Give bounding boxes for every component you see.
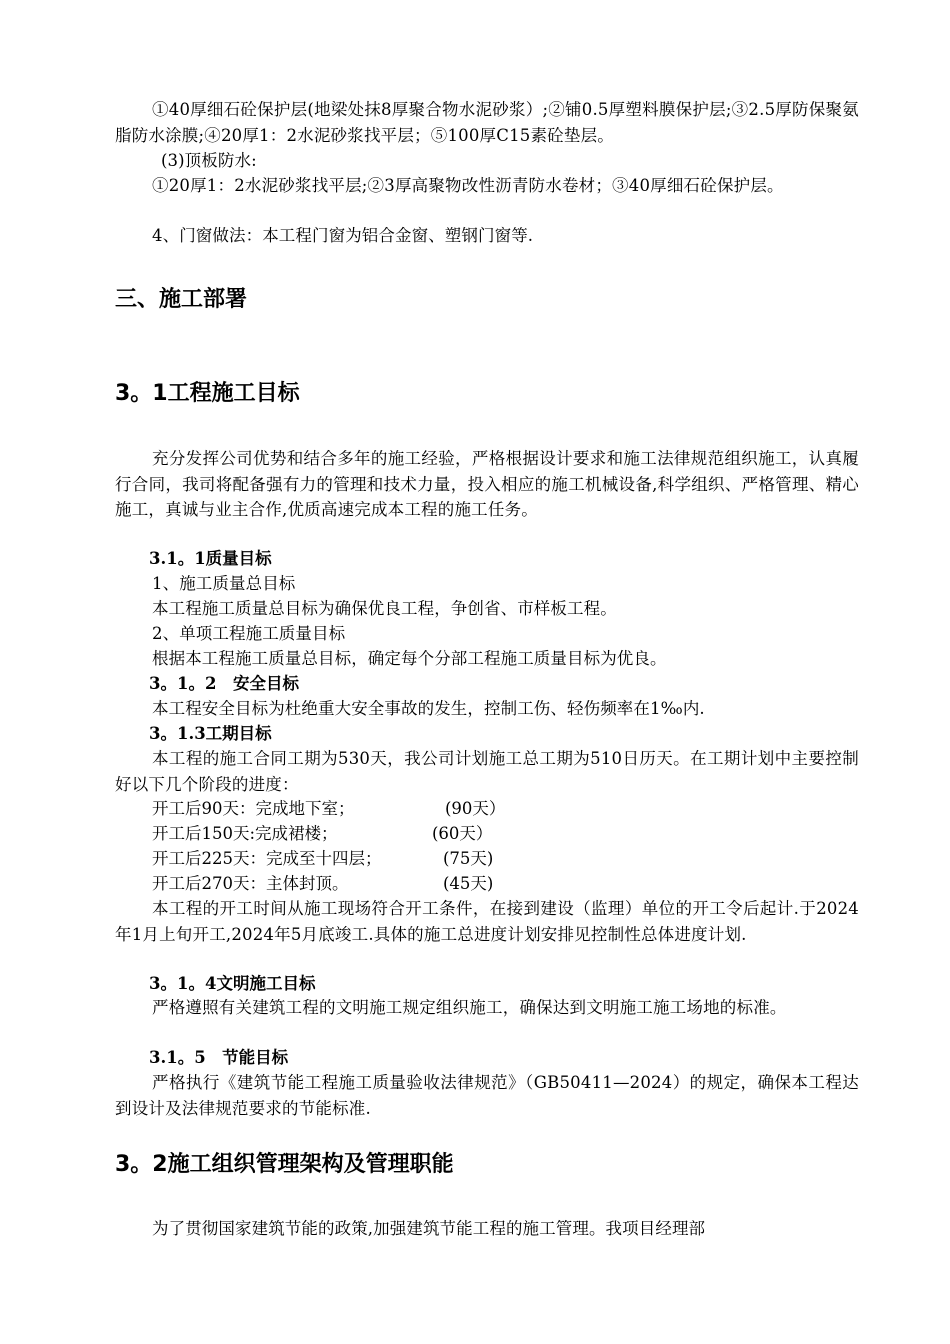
energy-saving-text: 严格执行《建筑节能工程施工质量验收法律规范》（GB50411—2024）的规定，确保本工程达到设计及法律规范要求的节能标准. <box>115 1073 859 1118</box>
schedule-days: (45天) <box>443 874 494 893</box>
quality-item-1: 1、施工质量总目标 <box>152 574 296 593</box>
paragraph-basement-floor-layers: ①40厚细石砼保护层(地梁处抹8厚聚合物水泥砂浆）;②铺0.5厚塑料膜保护层;③2.5厚防保聚氨脂防水涂膜;④20厚1：2水泥砂浆找平层；⑤100厚C15素砼垫层。 <box>115 100 859 145</box>
safety-target-text: 本工程安全目标为杜绝重大安全事故的发生，控制工伤、轻伤频率在1‰内. <box>152 699 705 718</box>
civilized-construction-text: 严格遵照有关建筑工程的文明施工规定组织施工，确保达到文明施工施工场地的标准。 <box>152 998 787 1017</box>
quality-item-1-text: 本工程施工质量总目标为确保优良工程，争创省、市样板工程。 <box>152 599 617 618</box>
section-3-1-4-heading: 3。1。4文明施工目标 <box>149 974 316 993</box>
section-3-2-heading: 3。2施工组织管理架构及管理职能 <box>115 1152 454 1177</box>
paragraph-doors-windows: 4、门窗做法：本工程门窗为铝合金窗、塑钢门窗等. <box>152 226 534 245</box>
schedule-days: (60天） <box>432 824 493 843</box>
paragraph-roof-layers: ①20厚1：2水泥砂浆找平层;②3厚高聚物改性沥青防水卷材；③40厚细石砼保护层。 <box>152 176 784 195</box>
section-3-1-5-heading: 3.1。5 节能目标 <box>149 1048 289 1067</box>
section-3-1-1-heading: 3.1。1质量目标 <box>149 549 272 568</box>
schedule-stage: 开工后225天：完成至十四层； <box>152 849 382 868</box>
section-3-2-text: 为了贯彻国家建筑节能的政策,加强建筑节能工程的施工管理。我项目经理部 <box>152 1219 706 1238</box>
section-3-1-intro: 充分发挥公司优势和结合多年的施工经验，严格根据设计要求和施工法律规范组织施工，认真履行合同，我司将配备强有力的管理和技术力量，投入相应的施工机械设备,科学组织、严格管理、精心施工，真诚与业主合作,优质高速完成本工程的施工任务。 <box>115 449 859 519</box>
section-3-1-2-heading: 3。1。2 安全目标 <box>149 674 299 693</box>
schedule-days: (75天) <box>443 849 494 868</box>
schedule-stage: 开工后270天：主体封顶。 <box>152 874 349 893</box>
quality-item-2-text: 根据本工程施工质量总目标，确定每个分部工程施工质量目标为优良。 <box>152 649 667 668</box>
schedule-stage: 开工后150天:完成裙楼； <box>152 824 338 843</box>
section-3-1-3-heading: 3。1.3工期目标 <box>149 724 272 743</box>
quality-item-2: 2、单项工程施工质量目标 <box>152 624 346 643</box>
section-3-1-heading: 3。1工程施工目标 <box>115 381 300 406</box>
start-date-text: 本工程的开工时间从施工现场符合开工条件，在接到建设（监理）单位的开工令后起计.于2024年1月上旬开工,2024年5月底竣工.具体的施工总进度计划安排见控制性总体进度计划. <box>115 899 859 944</box>
schedule-stage: 开工后90天：完成地下室； <box>152 799 355 818</box>
roof-waterproofing-heading: (3)顶板防水: <box>161 151 257 170</box>
schedule-target-text: 本工程的施工合同工期为530天，我公司计划施工总工期为510日历天。在工期计划中主要控制好以下几个阶段的进度： <box>115 749 859 794</box>
section-3-heading: 三、施工部署 <box>115 287 248 312</box>
schedule-days: (90天） <box>445 799 506 818</box>
